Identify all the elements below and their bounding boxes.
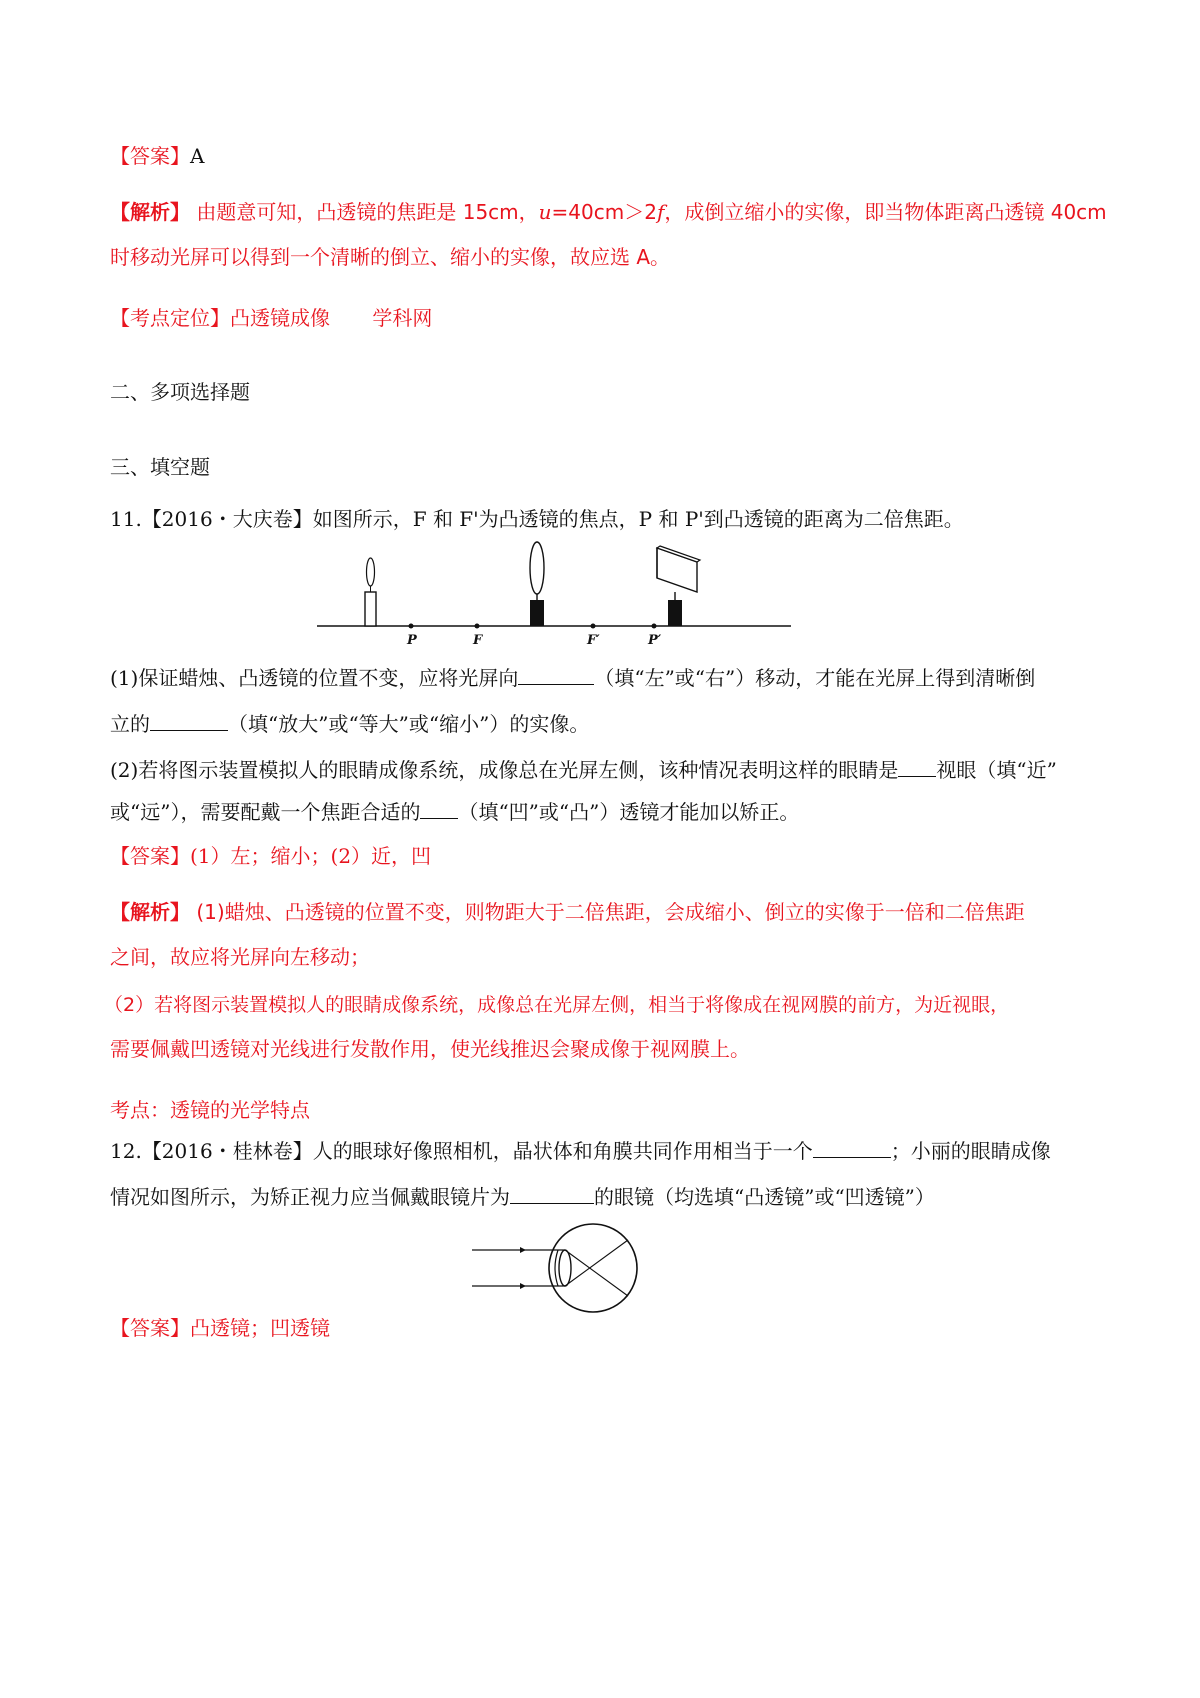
q11-p1-text-d: （填“放大”或“等大”或“缩小”）的实像。 (228, 712, 590, 736)
q11-part2-line1 (110, 756, 1057, 784)
analysis-11-line-4 (110, 1035, 750, 1063)
analysis-1-text-c: ，成倒立缩小的实像，即当物体距离凸透镜 40cm (664, 200, 1107, 224)
analysis-tag: 【解析】 (110, 200, 190, 224)
kaodian-1-line (110, 304, 432, 332)
q12-text-a: 12.【2016・桂林卷】人的眼球好像照相机，晶状体和角膜共同作用相当于一个 (110, 1139, 813, 1163)
label-f-prime: F′ (587, 633, 600, 648)
q11-stem: 11.【2016・大庆卷】如图所示，F 和 F'为凸透镜的焦点，P 和 P'到凸透镜的距离为二倍焦距。 (110, 507, 964, 531)
analysis-1-line-2 (110, 243, 670, 271)
crystalline-lens-icon (559, 1250, 571, 1286)
eye-diagram (468, 1220, 648, 1320)
section-fill-blank: 三、填空题 (110, 455, 210, 479)
analysis-11-tag: 【解析】 (110, 900, 190, 924)
blank-2[interactable] (150, 710, 228, 731)
label-p: P (407, 633, 417, 648)
analysis-11-text-2: 之间，故应将光屏向左移动； (110, 945, 370, 969)
answer-tag: 【答案】 (110, 144, 190, 168)
q11-part1-line1 (110, 664, 1035, 692)
answer-11-text: (1）左；缩小；(2）近，凹 (190, 844, 432, 868)
analysis-11-text-3: （2）若将图示装置模拟人的眼睛成像系统，成像总在光屏左侧，相当于将像成在视网膜的前方，为近视眼， (104, 994, 1010, 1016)
analysis-1-text-a: 由题意可知，凸透镜的焦距是 15cm， (196, 200, 539, 224)
q11-p1-text-c: 立的 (110, 712, 150, 736)
convex-lens-icon (530, 542, 544, 626)
point-p (409, 624, 414, 629)
q11-part1-line2 (110, 710, 589, 738)
candle-icon (365, 558, 376, 626)
answer-11-tag: 【答案】 (110, 844, 190, 868)
analysis-1-line-1 (110, 198, 1107, 226)
q11-p2-text-b: 视眼（填“近” (936, 758, 1057, 782)
q12-text-c: 情况如图所示，为矫正视力应当佩戴眼镜片为 (110, 1185, 510, 1209)
kaodian-text: 凸透镜成像 (230, 306, 330, 330)
kaodian-11: 考点：透镜的光学特点 (110, 1098, 310, 1122)
lens-bench-diagram (315, 540, 795, 650)
analysis-11-line-3 (104, 990, 1009, 1019)
answer-a-line (110, 142, 204, 170)
answer-text: A (190, 144, 205, 168)
blank-6[interactable] (510, 1183, 594, 1204)
label-f: F (473, 633, 483, 648)
kaodian-tag: 【考点定位】 (110, 306, 230, 330)
answer-12-tag: 【答案】 (110, 1316, 190, 1340)
q12-text-d: 的眼镜（均选填“凸透镜”或“凹透镜”） (594, 1185, 935, 1209)
analysis-1-text-line2: 时移动光屏可以得到一个清晰的倒立、缩小的实像，故应选 A。 (110, 245, 671, 269)
watermark-text: 学科网 (372, 306, 433, 330)
section-multi-choice: 二、多项选择题 (110, 380, 250, 404)
answer-12-line (110, 1314, 330, 1342)
analysis-11-text-4: 需要佩戴凹透镜对光线进行发散作用，使光线推迟会聚成像于视网膜上。 (110, 1037, 750, 1061)
q11-p2-text-c: 或“远”），需要配戴一个焦距合适的 (110, 800, 421, 824)
blank-5[interactable] (813, 1137, 891, 1158)
analysis-11-text-1: (1)蜡烛、凸透镜的位置不变，则物距大于二倍焦距，会成缩小、倒立的实像于一倍和二倍焦距 (196, 900, 1025, 924)
q11-p1-text-a: (1)保证蜡烛、凸透镜的位置不变，应将光屏向 (110, 666, 519, 690)
analysis-1-text-b: =40cm＞2 (551, 200, 657, 224)
q12-line2 (110, 1183, 935, 1211)
q11-p1-text-b: （填“左”或“右”）移动，才能在光屏上得到清晰倒 (594, 666, 1036, 690)
analysis-11-line-2 (110, 943, 370, 971)
q12-text-b: ；小丽的眼睛成像 (890, 1139, 1051, 1163)
analysis-1-var-u: u (538, 200, 552, 224)
point-f (475, 624, 480, 629)
point-p-prime (652, 624, 657, 629)
answer-12-text: 凸透镜；凹透镜 (190, 1316, 330, 1340)
q11-part2-line2 (110, 798, 799, 826)
blank-1[interactable] (518, 664, 594, 685)
q12-line1 (110, 1137, 1051, 1165)
analysis-11-line-1 (110, 898, 1025, 926)
q11-p2-text-d: （填“凹”或“凸”）透镜才能加以矫正。 (458, 800, 800, 824)
light-screen-icon (657, 546, 700, 626)
label-p-prime: P′ (648, 633, 662, 648)
analysis-1-var-f: f (656, 200, 665, 224)
answer-11-line (110, 842, 431, 870)
blank-3[interactable] (898, 756, 936, 777)
blank-4[interactable] (420, 798, 458, 819)
point-f-prime (591, 624, 596, 629)
q11-p2-text-a: (2)若将图示装置模拟人的眼睛成像系统，成像总在光屏左侧，该种情况表明这样的眼睛是 (110, 758, 899, 782)
